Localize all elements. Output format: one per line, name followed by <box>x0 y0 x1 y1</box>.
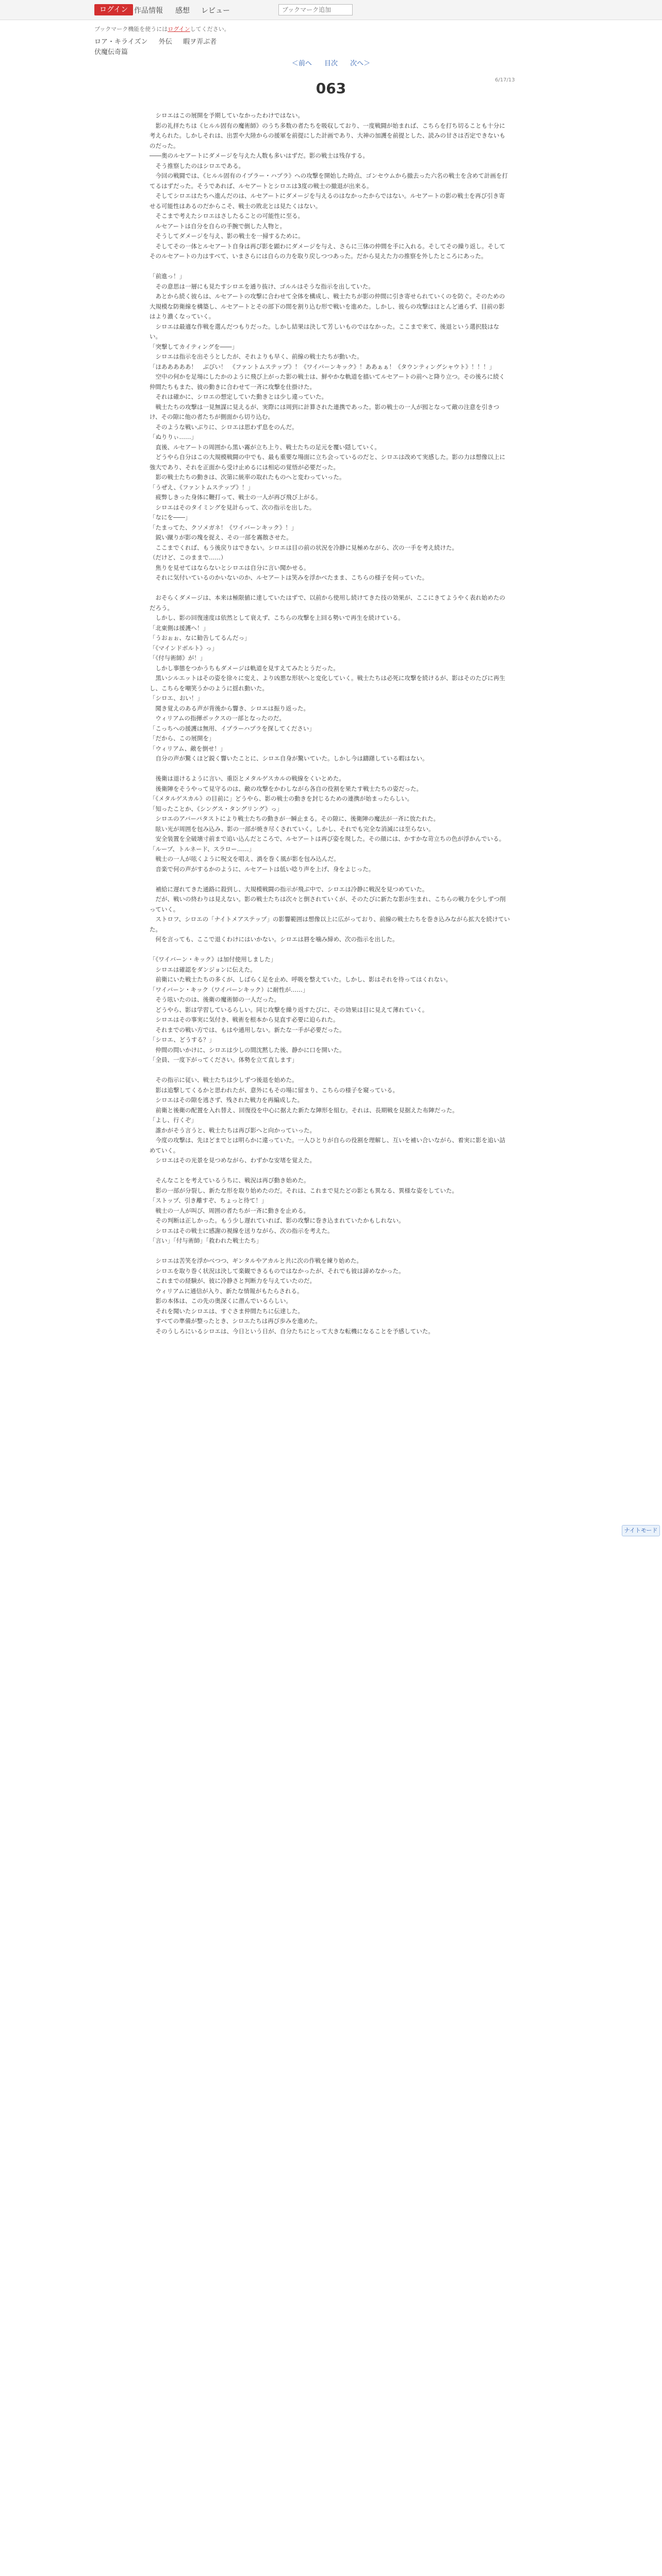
body-paragraph: そしてその一体とルセアート自身は再び影を顕わにダメージを与え、さらに三体の仲間を手に入れる。そしてその繰り返し。そしてそのルセアートの力はすべて、いまさらには自らの力を取り戻しつつあった。だから見えた力の推察を外したところにあった。 <box>150 242 506 260</box>
body-paragraph: おそらくダメージは、本来は極限値に達していたはずで、以前から使用し続けてきた技の効果が、ここにきてようやく表れ始めたのだろう。 <box>150 594 505 612</box>
body-paragraph: 影の一部が分裂し、新たな形を取り始めたのだ。それは、これまで見たどの影とも異なる、異様な姿をしていた。 <box>150 1187 458 1194</box>
body-paragraph: 「突撃してカイティングを――」 <box>150 343 238 350</box>
body-paragraph <box>150 1246 510 1257</box>
body-paragraph: 聞き覚えのある声が背後から響き、シロエは振り返った。 <box>150 704 310 712</box>
body-paragraph: 「ほあああああ！ ぶびい！ 《ファントムステップ》！《ワイバーンキック》！ああぁぁ！《タウンティングシャウト》！！！」 <box>150 363 495 370</box>
body-paragraph: 「なにを――」 <box>150 514 191 521</box>
breadcrumb <box>94 36 217 46</box>
body-paragraph: そしてシロエはたちへ進んだのは、ルセアートにダメージを与えるのはなかったからではない。ルセアートの影の戦士を再び引き寄せる可能性はあるのだからこそ、戦士の敗北とは見たくはない。 <box>150 192 505 210</box>
next-chapter-link[interactable]: 次へ＞ <box>350 60 371 67</box>
body-paragraph: そうしてダメージを与え、影の戦士を一掃するために。 <box>150 232 304 240</box>
body-paragraph: 今度の攻撃は、先ほどまでとは明らかに違っていた。一人ひとりが自らの役割を理解し、互いを補い合いながら、着実に影を追い詰めていく。 <box>150 1137 505 1154</box>
body-paragraph: 仲間の問いかけに、シロエは少しの間沈黙した後、静かに口を開いた。 <box>150 1046 345 1054</box>
chapter-number: 063 <box>316 80 346 97</box>
body-paragraph: そのうしろにいるシロエは、今日という日が、自分たちにとって大きな転機になることを予感していた。 <box>150 1327 434 1335</box>
body-paragraph: それに気付いているのかいないのか、ルセアートは笑みを浮かべたまま、こちらの様子を伺っていた。 <box>150 574 428 581</box>
series-label: 伏魔伝奇篇 <box>94 48 128 56</box>
body-paragraph: 自分の声が驚くほど鋭く響いたことに、シロエ自身が驚いていた。しかし今は躊躇している暇はない。 <box>150 755 428 762</box>
body-paragraph: これまでの経験が、彼に冷静さと判断力を与えていたのだ。 <box>150 1277 316 1284</box>
body-paragraph: シロエはこの展開を予期していなかったわけではない。 <box>150 112 304 119</box>
body-paragraph: 「うぜえ、《ファントムステップ》！」 <box>150 483 254 491</box>
body-paragraph: 戦士たちの攻撃は一見無謀に見えるが、実際には周到に計算された連携であった。影の戦士の一人が囮となって敵の注意を引きつけ、その隙に他の者たちが側面から切り込む。 <box>150 403 500 420</box>
body-paragraph: 焦りを見せてはならないとシロエは自分に言い聞かせる。 <box>150 564 310 571</box>
body-paragraph: 影の本体は、この先の奥深くに潜んでいるらしい。 <box>150 1297 292 1304</box>
body-paragraph: シロエはその事実に気付き、戦術を根本から見直す必要に迫られた。 <box>150 1016 339 1023</box>
body-paragraph <box>150 262 510 272</box>
body-paragraph: どうやら、影は学習しているらしい。同じ攻撃を繰り返すたびに、その効果は目に見えて薄れていく。 <box>150 1006 428 1013</box>
body-paragraph: しかし事態をつかうちもダメージは軌道を見すえてみたとうだった。 <box>150 664 339 672</box>
body-paragraph: シロエはその光景を見つめながら、わずかな安堵を覚えた。 <box>150 1157 316 1164</box>
body-paragraph: そう推察したのはシロエである。 <box>150 162 244 170</box>
body-paragraph: シロエのアバーバタストにより戦士たちの動きが一瞬止まる。その隙に、後衛陣の魔法が一斉に放たれた。 <box>150 815 439 822</box>
body-paragraph: その指示に従い、戦士たちは少しずつ後退を始めた。 <box>150 1076 298 1083</box>
toc-link[interactable]: 目次 <box>324 60 338 67</box>
prev-chapter-link[interactable]: ＜前へ <box>291 60 312 67</box>
body-paragraph: 「ループ、トルネード、スラロー……」 <box>150 845 255 853</box>
body-paragraph: シロエは最適な作戦を選んだつもりだった。しかし結果は決して芳しいものではなかった。ここまで来て、後退という選択肢はない。 <box>150 323 500 340</box>
body-paragraph: あとから続く彼らは、ルセアートの攻撃に合わせて全体を構成し、戦士たちが影の仲間に引き寄せられていくのを防ぐ。そのための大規模な防衛線を構築し、ルセアートとその部下の間を割り込む形で戦いを進めた。しかし、彼らの攻撃はほとんど通らず、目前の影はより濃くなっていく。 <box>150 293 505 320</box>
body-paragraph: 後衛陣をそうやって見守るのは、敵の攻撃をかわしながら各自の役割を果たす戦士たちの姿だった。 <box>150 785 422 792</box>
notice-login-link[interactable]: ログイン <box>168 26 190 32</box>
notice-prefix: ブックマーク機能を使うには <box>94 26 168 32</box>
body-paragraph <box>150 1065 510 1076</box>
body-paragraph <box>150 764 510 774</box>
body-paragraph: しかし、影の回復速度は依然として衰えず、こちらの攻撃を上回る勢いで再生を続けている。 <box>150 614 404 621</box>
body-paragraph: どうやら自分はこの大規模戦闘の中でも、最も重要な場面に立ち会っているのだと、シロエは改めて実感した。影の力は想像以上に強大であり、それを正面から受け止めるには相応の覚悟が必要だった。 <box>150 453 505 471</box>
body-paragraph: 「前進っ！」 <box>150 273 185 280</box>
body-paragraph: 「ぬりりぃ……」 <box>150 433 197 440</box>
body-paragraph: 「北東側は援護へ！」 <box>150 624 209 632</box>
nav-item-impressions[interactable]: 感想 <box>175 7 190 15</box>
body-paragraph: 安全装置を全破壊寸前まで追い込んだところで、ルセアートは再び姿を現した。その顔には、かすかな苛立ちの色が浮かんでいる。 <box>150 835 505 842</box>
body-paragraph: 影は追撃してくるかと思われたが、意外にもその場に留まり、こちらの様子を窺っている。 <box>150 1086 399 1094</box>
body-paragraph: 「シロエ、どうする？」 <box>150 1036 215 1043</box>
body-paragraph: ルセアートは自分を自らの手腕で倒した人物と。 <box>150 222 286 230</box>
body-paragraph: 眩い光が周囲を包み込み、影の一部が焼き尽くされていく。しかし、それでも完全な消滅には至らない。 <box>150 825 435 833</box>
body-paragraph: シロエはそのタイミングを見計らって、次の指示を出した。 <box>150 503 316 511</box>
body-paragraph: 後衛は退けるように言い、重臣とメタルゲスカルの戦線をくいとめた。 <box>150 775 345 782</box>
body-paragraph: 鋭い蹴りが影の塊を捉え、その一部を霧散させた。 <box>150 534 292 541</box>
body-paragraph: ウィリアムに通信が入り、新たな情報がもたらされる。 <box>150 1287 303 1295</box>
notice-suffix: してください。 <box>190 26 230 32</box>
body-paragraph: 「《付与術師》が！」 <box>150 654 206 662</box>
nav-item-work-info[interactable]: 作品情報 <box>134 7 163 15</box>
body-paragraph: 前衛と後衛の配置を入れ替え、回復役を中心に据えた新たな陣形を組む。それは、長期戦を見据えた布陣だった。 <box>150 1106 458 1114</box>
body-paragraph: 影の戦士たちの動きは、次第に統率の取れたものへと変わっていった。 <box>150 473 345 481</box>
body-paragraph: 「全員、一度下がってください。体勢を立て直します」 <box>150 1056 298 1063</box>
body-paragraph: シロエは確認をダンジョンに伝えた。 <box>150 965 256 973</box>
body-paragraph <box>150 945 510 955</box>
body-paragraph: シロエはその隙を逃さず、残された戦力を再編成した。 <box>150 1096 304 1104</box>
body-paragraph: 「こっちへの援護は無用、イプラーハプラを探してください」 <box>150 724 315 732</box>
nav-item-review[interactable]: レビュー <box>201 7 230 15</box>
body-paragraph: ウィリアムの指揮ボックスの一部となったのだ。 <box>150 715 285 722</box>
breadcrumb-item-series[interactable]: ロア・キライズン <box>94 38 148 46</box>
breadcrumb-separator <box>150 38 157 46</box>
body-paragraph: すべての準備が整ったとき、シロエたちは再び歩みを進めた。 <box>150 1317 321 1325</box>
body-paragraph: それまでの戦い方では、もはや通用しない。新たな一手が必要だった。 <box>150 1026 345 1033</box>
body-paragraph: 「うおぉぉ、なに勧告してるんだっ」 <box>150 634 251 641</box>
body-paragraph: 「ワイバーン・キック（ワイバーンキック）に耐性が……」 <box>150 986 309 993</box>
body-paragraph: それは確かに、シロエの想定していた動きとは少し違っていた。 <box>150 393 327 400</box>
pager-top <box>0 58 662 67</box>
body-paragraph: 戦士の一人が叫び、周囲の者たちが一斉に動きを止める。 <box>150 1207 310 1214</box>
body-paragraph: 「言い」「付与術師」「救われた戦士たち」 <box>150 1237 262 1244</box>
body-paragraph: 誰かがそう言うと、戦士たちは再び影へと向かっていった。 <box>150 1126 316 1134</box>
breadcrumb-item-side-story[interactable]: 外伝 <box>158 38 172 46</box>
top-navigation-bar <box>0 0 662 20</box>
body-paragraph <box>150 1166 510 1176</box>
body-paragraph: シロエはその戦士に感謝の視線を送りながら、次の指示を考えた。 <box>150 1227 334 1234</box>
body-paragraph: その判断は正しかった。もう少し遅れていれば、影の攻撃に巻き込まれていたかもしれない。 <box>150 1217 405 1224</box>
body-paragraph: 「《メタルゲスカル》の目前に」どうやら、影の戦士の動きを封じるための連携が始まったらしい。 <box>150 795 413 802</box>
body-paragraph: ストロフ、シロエの「ナイトメアステップ」の影響範囲は想像以上に広がっており、前線の戦士たちを巻き込みながら拡大を続けていた。 <box>150 916 510 933</box>
body-paragraph: 何を言っても、ここで退くわけにはいかない。シロエは唇を噛み締め、次の指示を出した。 <box>150 936 399 943</box>
body-paragraph: 直後、ルセアートの周囲から黒い霧が立ち上り、戦士たちの足元を覆い隠していく。 <box>150 443 380 451</box>
body-paragraph: シロエを取り巻く状況は決して楽観できるものではなかったが、それでも彼は諦めなかった。 <box>150 1267 405 1275</box>
body-paragraph: 「知ったことか、《シングス・タングリング》っ」 <box>150 805 283 812</box>
breadcrumb-separator <box>174 38 181 46</box>
body-paragraph: 前衛にいた戦士たちの多くが、しばらく足を止め、呼吸を整えていた。しかし、影はそれを待ってはくれない。 <box>150 976 452 983</box>
bookmark-add-input[interactable] <box>278 4 353 15</box>
body-paragraph <box>150 874 510 885</box>
body-paragraph: 今回の戦闘では、《ヒルル固有のイプラー・ハプラ》への攻撃を開始した時点、ゴンセウムから撤去った六名の戦士を含めて計画を打てるはずだった。そうであれば、ルセアートとシロエは3度の戦士の撤退が出来る。 <box>150 172 508 190</box>
body-paragraph: そのような戦いぶりに、シロエは思わず息をのんだ。 <box>150 423 298 431</box>
body-paragraph: その意思は一層にも見たすシロエを通り抜け、ゴルルはそうな指示を出していた。 <box>150 282 374 290</box>
body-paragraph: ここまでくれば、もう後戻りはできない。シロエは目の前の状況を冷静に見極めながら、次の一手を考え続けた。 <box>150 544 458 551</box>
night-mode-button[interactable]: ナイトモード <box>622 1525 660 1536</box>
body-paragraph: 音楽で何の声がするかのように、ルセアートは低い唸り声を上げ、身をよじった。 <box>150 865 375 873</box>
body-paragraph: 戦士の一人が呟くように呪文を唱え、渦を巻く風が影を包み込んだ。 <box>150 855 340 862</box>
body-paragraph: 空中の何かを足場にしたかのように飛び上がった影の戦士は、鮮やかな軌道を描いてルセアートの前へと降り立つ。その後ろに続く仲間たちもまた、彼の動きに合わせて一斉に攻撃を仕掛けた。 <box>150 373 505 391</box>
body-paragraph: 「よし、行くぞ」 <box>150 1116 197 1124</box>
body-paragraph: 「たまってた、クソメガネ！《ワイバーンキック》！」 <box>150 523 297 531</box>
chapter-date: 6/17/13 <box>495 77 515 83</box>
body-paragraph: だが、戦いの終わりは見えない。影の戦士たちは次々と倒されていくが、そのたびに新たな影が生まれ、こちらの戦力を少しずつ削っていく。 <box>150 895 506 913</box>
body-paragraph: 「《ワイバーン・キック》は加付使用しました」 <box>150 956 277 963</box>
body-paragraph: シロエは苦笑を浮かべつつ、ギンタルやアカルと共に次の作戦を練り始めた。 <box>150 1257 362 1264</box>
body-paragraph: 「だから、この展開を」 <box>150 735 215 742</box>
body-paragraph: 「シロエ、おい！」 <box>150 694 203 702</box>
login-button[interactable]: ログイン <box>94 4 133 15</box>
body-paragraph: 補給に遅れてきた通路に殺到し、大規模戦闘の指示が飛ぶ中で、シロエは冷静に戦況を見つめていた。 <box>150 885 428 893</box>
body-paragraph <box>150 583 510 594</box>
body-paragraph: そんなことを考えているうちに、戦況は再び動き始めた。 <box>150 1177 310 1184</box>
body-paragraph: 「ウィリアム、敵を倒せ！」 <box>150 744 226 752</box>
login-notice <box>94 25 230 33</box>
body-paragraph: 黒いシルエットはその姿を徐々に変え、より凶悪な形状へと変化していく。戦士たちは必死に攻撃を続けるが、影はそのたびに再生し、こちらを嘲笑うかのように揺れ動いた。 <box>150 674 505 692</box>
body-paragraph: そこまで考えたシロエはさしたることの可能性に至る。 <box>150 212 304 219</box>
body-paragraph: ――奥のルセアートにダメージを与えた人数も多いはずだ。影の戦士は残存する。 <box>150 152 369 159</box>
body-paragraph: 影の礼拝たちは《ヒルル固有の魔術師》のうち多数の者たちを吸収しており、一度戦闘が始まれば、こちらを打ち切ることも十分に考えられた。しかしそれは、出雲や大陸からの援軍を前提にした計画であり、大神の加護を前提とした、読みの甘さは否定できないものだった。 <box>150 122 505 149</box>
body-paragraph: それを聞いたシロエは、すぐさま仲間たちに伝達した。 <box>150 1307 304 1315</box>
body-paragraph: シロエは指示を出そうとしたが、それよりも早く、前線の戦士たちが動いた。 <box>150 353 363 360</box>
breadcrumb-item-title[interactable]: 暇ヲ弄ぶ者 <box>183 38 217 46</box>
body-paragraph: 「《マインドボルト》っ」 <box>150 644 218 652</box>
body-paragraph: （だけど、このままで……） <box>150 554 227 561</box>
body-paragraph: そう呟いたのは、後衛の魔術師の一人だった。 <box>150 996 280 1003</box>
chapter-body <box>150 111 510 1336</box>
body-paragraph: 「ストップ、引き離すぞ、ちょっと待て！」 <box>150 1197 268 1204</box>
body-paragraph: 疲弊しきった身体に鞭打って、戦士の一人が再び飛び上がる。 <box>150 494 322 501</box>
